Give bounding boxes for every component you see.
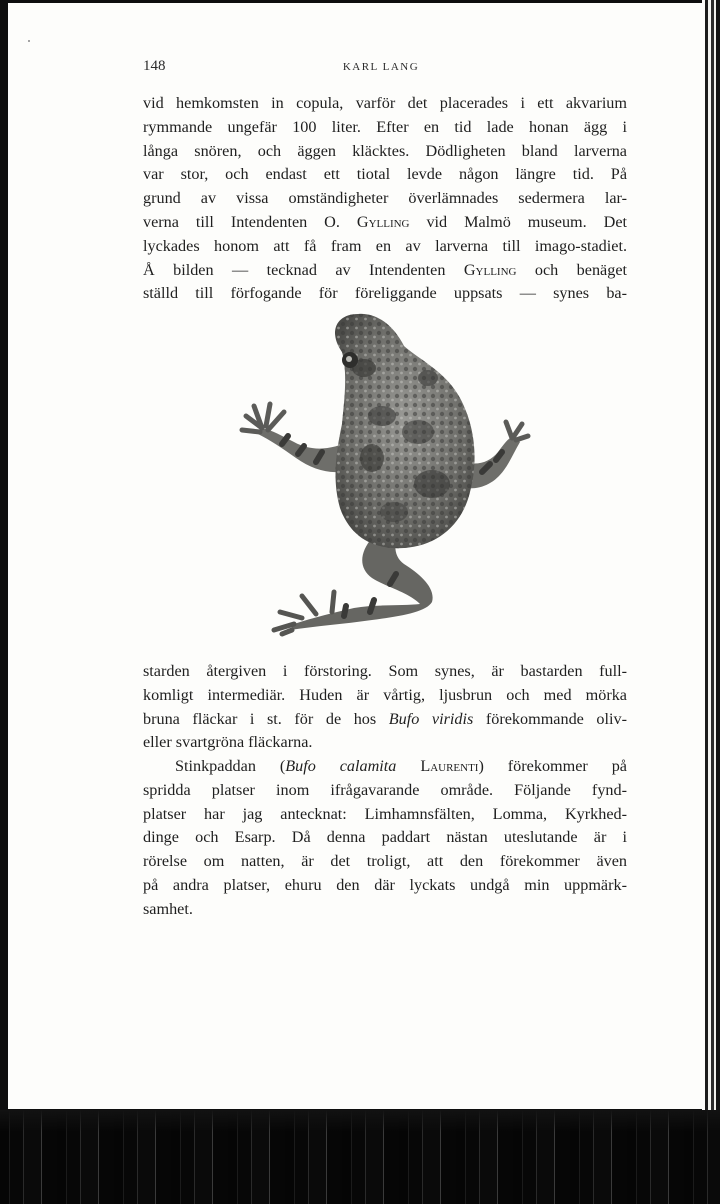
text-line: starden återgiven i förstoring. Som synes, är bastarden full- bbox=[143, 662, 627, 680]
species-name: Bufo calamita bbox=[285, 757, 397, 775]
author-name: Gylling bbox=[356, 212, 410, 231]
text-line: eller svartgröna fläckarna. bbox=[143, 733, 313, 752]
text-line: dinge och Esarp. Då denna paddart nästan uteslutande är i bbox=[143, 828, 627, 847]
text-line: spridda platser inom ifrågavarande område. Följande fynd- bbox=[143, 780, 627, 799]
text-line: rörelse om natten, är det troligt, att den förekommer även bbox=[143, 852, 627, 871]
text-line: var stor, och endast ett tiotal levde någon längre tid. På bbox=[143, 165, 627, 184]
species-name: Bufo viridis bbox=[388, 709, 474, 728]
author-name: Gylling bbox=[463, 260, 517, 279]
text-line: Å bilden — tecknad av Intendenten Gylling och benäget bbox=[143, 260, 627, 279]
text-line: långa snören, och äggen kläcktes. Dödligheten bland larverna bbox=[143, 141, 627, 160]
paragraph-2 bbox=[143, 660, 627, 755]
page-header bbox=[135, 58, 627, 80]
author-name: Laurenti bbox=[420, 757, 479, 775]
text-line: samhet. bbox=[143, 899, 193, 918]
text-line: rymmande ungefär 100 liter. Efter en tid lade honan ägg i bbox=[143, 117, 627, 136]
page-number: 148 bbox=[143, 58, 166, 74]
text-line: verna till Intendenten O. Gylling vid Malmö museum. Det bbox=[143, 212, 627, 231]
scan-border bbox=[0, 1110, 720, 1204]
text-line: på andra platser, ehuru den där lyckats undgå min uppmärk- bbox=[143, 875, 627, 894]
text-line: lyckades honom att få fram en av larverna till imago-stadiet. bbox=[143, 236, 627, 255]
speck bbox=[28, 40, 30, 42]
text-line: grund av vissa omständigheter överlämnades sedermera lar- bbox=[143, 189, 627, 208]
text-line: platser har jag antecknat: Limhamnsfälten, Lomma, Kyrkhed- bbox=[143, 804, 627, 823]
toad-illustration-icon bbox=[232, 312, 532, 638]
page-edge bbox=[702, 0, 720, 1110]
paragraph-1 bbox=[143, 92, 627, 306]
text-line: ställd till förfogande för föreliggande uppsats — synes ba- bbox=[143, 284, 627, 303]
running-head: KARL LANG bbox=[342, 61, 420, 73]
text-line: bruna fläckar i st. för de hos Bufo viridis förekommande oliv- bbox=[143, 709, 628, 728]
text-line: Stinkpaddan (Bufo calamita Laurenti) förekommer på bbox=[175, 757, 627, 775]
text-line: komligt intermediär. Huden är vårtig, ljusbrun och med mörka bbox=[143, 685, 627, 704]
paragraph-3 bbox=[143, 755, 627, 922]
text-line: vid hemkomsten in copula, varför det placerades i ett akvarium bbox=[143, 94, 627, 112]
